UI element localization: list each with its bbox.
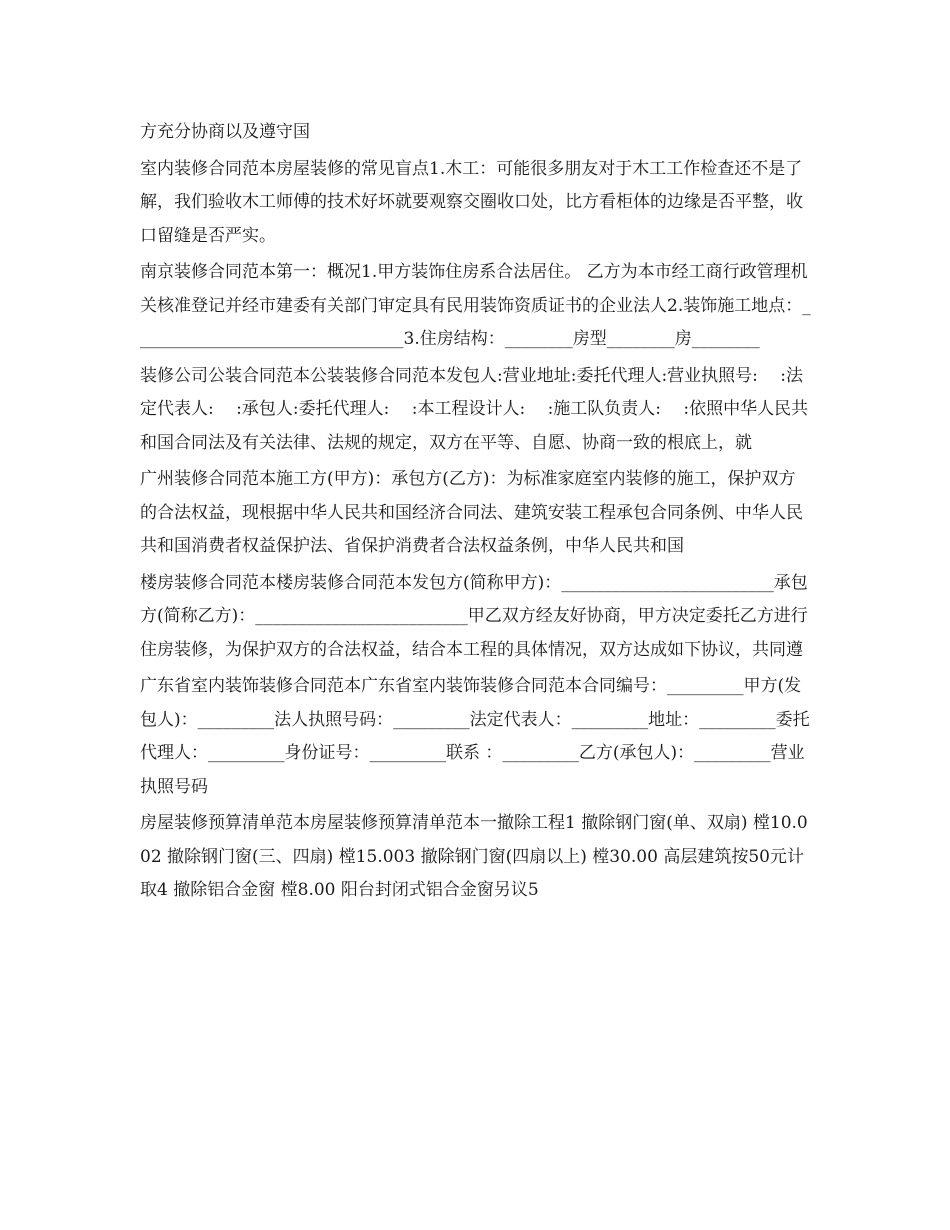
- paragraph-budget-list: 房屋装修预算清单范本房屋装修预算清单范本一撤除工程1 撤除钢门窗(单、双扇) 樘10.002 撤除钢门窗(三、四扇) 樘15.003 撤除钢门窗(四扇以上) 樘30.00 高层建筑按50元计取4 撤除铝合金窗 樘8.00 阳台封闭式铝合金窗另议5: [140, 813, 808, 900]
- paragraph-guangzhou-contract: 广州装修合同范本施工方(甲方)：承包方(乙方)：为标准家庭室内装修的施工，保护双方的合法权益，现根据中华人民共和国经济合同法、建筑安装工程承包合同条例、中华人民共和国消费者权益保护法、省保护消费者合法权益条例，中华人民共和国: [140, 469, 803, 556]
- paragraph-nanjing-contract: 南京装修合同范本第一：概况1.甲方装饰住房系合法居住。 乙方为本市经工商行政管理机关核准登记并经市建委有关部门审定具有民用装饰资质证书的企业法人2.装饰施工地点：________________________________3.住房结构：________房型________房________: [140, 262, 811, 349]
- paragraph-intro-fragment: 方充分协商以及遵守国: [140, 122, 310, 142]
- paragraph-indoor-contract: 室内装修合同范本房屋装修的常见盲点1.木工：可能很多朋友对于木工工作检查还不是了解，我们验收木工师傅的技术好坏就要观察交圈收口处，比方看柜体的边缘是否平整，收口留缝是否严实。: [140, 158, 803, 246]
- paragraph-building-contract: 楼房装修合同范本楼房装修合同范本发包方(简称甲方)：_________________________承包方(简称乙方)：_________________________甲乙双方经友好协商，甲方决定委托乙方进行住房装修，为保护双方的合法权益，结合本工程的具体情况，双方达成如下协议，共同遵: [140, 572, 808, 660]
- paragraph-company-contract: 装修公司公装合同范本公装装修合同范本发包人:营业地址:委托代理人:营业执照号: :法定代表人: :承包人:委托代理人: :本工程设计人: :施工队负责人: :依照中华人民共和国合同法及有关法律、法规的规定，双方在平等、自愿、协商一致的根底上，就: [140, 365, 809, 453]
- document-body: [140, 116, 812, 911]
- paragraph-guangdong-contract: 广东省室内装饰装修合同范本广东省室内装饰装修合同范本合同编号：_________甲方(发包人)：_________法人执照号码：_________法定代表人：_________地址：_________委托代理人：_________身份证号：_________联系 ：_________乙方(承包人)：_________营业执照号码: [140, 676, 810, 797]
